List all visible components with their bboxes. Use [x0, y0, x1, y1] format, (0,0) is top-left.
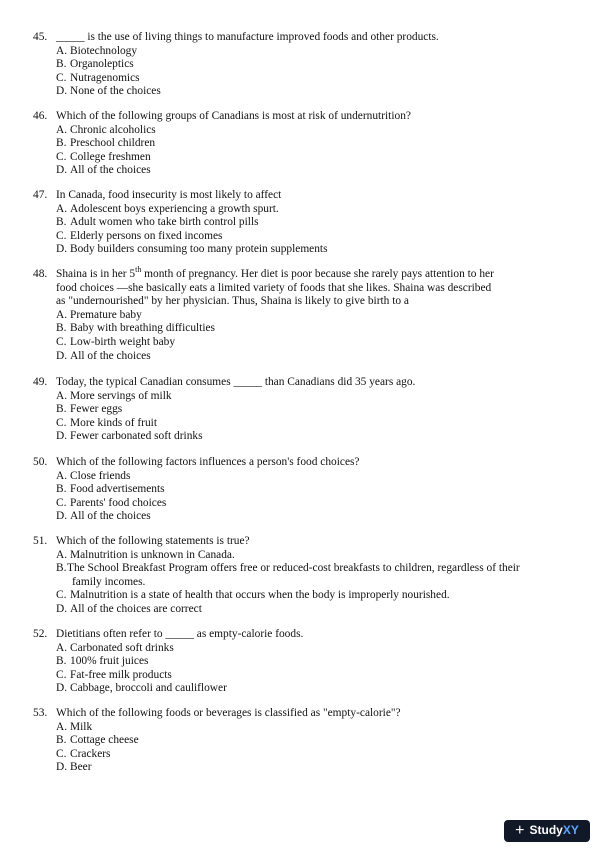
option-d	[33, 430, 593, 444]
option-text: Malnutrition is a state of health that occurs when the body is improperly nourished.	[70, 589, 450, 602]
option-letter: A.	[56, 720, 68, 733]
question-49	[33, 376, 593, 444]
option-letter: C.	[56, 335, 67, 348]
question-number: 53.	[33, 707, 48, 719]
option-text: Elderly persons on fixed incomes	[70, 229, 223, 242]
option-letter: C.	[56, 229, 67, 242]
option-c	[33, 151, 593, 165]
option-text: Preschool children	[70, 137, 156, 150]
option-text: All of the choices	[70, 164, 151, 177]
question-number: 46.	[33, 110, 48, 122]
option-letter: D.	[56, 761, 68, 774]
option-text: All of the choices	[70, 349, 151, 362]
question-53	[33, 707, 593, 775]
option-text: Body builders consuming too many protein supplements	[70, 243, 328, 256]
option-c	[33, 748, 593, 762]
logo-text	[529, 824, 578, 838]
option-text: Low-birth weight baby	[70, 335, 176, 348]
option-text: Close friends	[70, 469, 131, 482]
question-text: _____ is the use of living things to manufacture improved foods and other products.	[56, 31, 439, 43]
option-letter: C.	[56, 668, 67, 681]
question-50	[33, 456, 593, 524]
option-letter: B.	[56, 216, 67, 229]
option-text: Chronic alcoholics	[70, 123, 156, 136]
option-text-continuation: family incomes.	[72, 575, 146, 588]
option-text: Premature baby	[70, 308, 142, 321]
option-text: Baby with breathing difficulties	[70, 322, 215, 335]
option-b	[33, 403, 593, 417]
option-c	[33, 669, 593, 683]
option-letter: B.	[56, 655, 67, 668]
question-text-line: food choices —she basically eats a limited variety of foods that she likes. Shaina was described	[56, 281, 492, 294]
option-letter: C.	[56, 150, 67, 163]
option-b	[33, 216, 593, 230]
option-letter: D.	[56, 430, 68, 443]
option-text: Crackers	[70, 747, 111, 760]
option-letter: D.	[56, 243, 68, 256]
option-letter: D.	[56, 682, 68, 695]
option-text: Biotechnology	[70, 44, 138, 57]
option-a	[33, 470, 593, 484]
option-text-line: The School Breakfast Program offers free or reduced-cost breakfasts to children, regardless of their	[67, 562, 520, 575]
option-letter: A.	[56, 389, 68, 402]
option-d	[33, 243, 593, 257]
question-text: Which of the following factors influences a person's food choices?	[56, 456, 360, 468]
option-letter: C.	[56, 71, 67, 84]
option-c	[33, 230, 593, 244]
option-letter: D.	[56, 510, 68, 523]
ordinal-superscript: th	[135, 265, 142, 274]
option-a	[33, 124, 593, 138]
option-c	[33, 589, 593, 603]
option-text: Adult women who take birth control pills	[70, 216, 259, 229]
option-a	[33, 45, 593, 59]
option-letter: A.	[56, 469, 68, 482]
option-text: Cottage cheese	[70, 734, 139, 747]
option-text: None of the choices	[70, 85, 161, 98]
option-text: Fat-free milk products	[70, 668, 172, 681]
option-text: College freshmen	[70, 150, 151, 163]
option-c	[33, 336, 593, 350]
plus-icon: +	[515, 822, 525, 839]
option-text: All of the choices are correct	[70, 602, 202, 615]
question-46	[33, 110, 593, 178]
question-text: Which of the following foods or beverages is classified as "empty-calorie"?	[56, 707, 401, 719]
question-text: In Canada, food insecurity is most likely to affect	[56, 189, 282, 201]
question-45	[33, 31, 593, 99]
option-a	[33, 721, 593, 735]
option-letter: D.	[56, 602, 68, 615]
option-letter: A.	[56, 123, 68, 136]
logo-text-accent: XY	[562, 823, 579, 838]
option-text: Nutragenomics	[70, 71, 140, 84]
option-b	[33, 734, 593, 748]
question-text-line: as "undernourished" by her physician. Thus, Shaina is likely to give birth to a	[56, 295, 409, 308]
option-text: Carbonated soft drinks	[70, 641, 174, 654]
option-text: Milk	[70, 720, 93, 733]
option-letter: B.	[56, 483, 67, 496]
option-letter: C.	[56, 496, 67, 509]
option-b	[33, 322, 593, 336]
option-letter: B.	[56, 322, 67, 335]
question-text	[56, 265, 593, 282]
question-text: Which of the following statements is true?	[56, 535, 250, 547]
option-text: Fewer eggs	[70, 403, 123, 416]
option-letter: B.	[56, 562, 67, 575]
option-letter: C.	[56, 589, 67, 602]
question-number: 45.	[33, 31, 48, 43]
option-b	[33, 137, 593, 151]
option-b	[33, 562, 593, 589]
option-c	[33, 497, 593, 511]
option-text	[67, 562, 593, 589]
question-number: 50.	[33, 456, 48, 468]
option-d	[33, 761, 593, 775]
option-letter: B.	[56, 734, 67, 747]
question-47	[33, 189, 593, 257]
option-a	[33, 390, 593, 404]
option-d	[33, 603, 593, 617]
option-c	[33, 417, 593, 431]
option-letter: B.	[56, 137, 67, 150]
studyxy-logo	[504, 820, 590, 842]
question-51	[33, 535, 593, 617]
question-text: Today, the typical Canadian consumes _____ than Canadians did 35 years ago.	[56, 376, 416, 388]
question-text: Dietitians often refer to _____ as empty-calorie foods.	[56, 628, 304, 640]
option-text: More servings of milk	[70, 389, 172, 402]
option-letter: C.	[56, 747, 67, 760]
option-a	[33, 549, 593, 563]
option-letter: B.	[56, 58, 67, 71]
option-text: Beer	[70, 761, 92, 774]
option-text: Adolescent boys experiencing a growth spurt.	[70, 202, 279, 215]
question-number: 48.	[33, 268, 48, 280]
logo-text-main: Study	[529, 823, 563, 838]
option-b	[33, 483, 593, 497]
option-text: 100% fruit juices	[70, 655, 149, 668]
option-a	[33, 203, 593, 217]
option-text: All of the choices	[70, 510, 151, 523]
question-text-part: month of pregnancy. Her diet is poor because she rarely pays attention to her	[141, 268, 494, 280]
option-letter: B.	[56, 403, 67, 416]
question-number: 51.	[33, 535, 48, 547]
option-d	[33, 510, 593, 524]
question-text-part: Shaina is in her 5	[56, 268, 136, 280]
question-number: 49.	[33, 376, 48, 388]
question-text: Which of the following groups of Canadians is most at risk of undernutrition?	[56, 110, 411, 122]
question-number: 52.	[33, 628, 48, 640]
option-letter: A.	[56, 202, 68, 215]
option-letter: D.	[56, 349, 68, 362]
option-a	[33, 309, 593, 323]
option-letter: D.	[56, 85, 68, 98]
question-52	[33, 628, 593, 696]
option-b	[33, 58, 593, 72]
option-b	[33, 655, 593, 669]
option-text: Parents' food choices	[70, 496, 167, 509]
question-number: 47.	[33, 189, 48, 201]
option-text: Cabbage, broccoli and cauliflower	[70, 682, 227, 695]
question-48	[33, 265, 593, 363]
option-d	[33, 350, 593, 364]
option-d	[33, 85, 593, 99]
option-d	[33, 164, 593, 178]
option-a	[33, 642, 593, 656]
option-d	[33, 682, 593, 696]
option-letter: C.	[56, 416, 67, 429]
option-letter: A.	[56, 641, 68, 654]
option-letter: A.	[56, 44, 68, 57]
option-text: Malnutrition is unknown in Canada.	[70, 548, 235, 561]
option-text: Organoleptics	[70, 58, 134, 71]
option-letter: D.	[56, 164, 68, 177]
option-text: Fewer carbonated soft drinks	[70, 430, 203, 443]
option-text: More kinds of fruit	[70, 416, 157, 429]
option-letter: A.	[56, 548, 68, 561]
option-letter: A.	[56, 308, 68, 321]
option-c	[33, 72, 593, 86]
option-text: Food advertisements	[70, 483, 165, 496]
